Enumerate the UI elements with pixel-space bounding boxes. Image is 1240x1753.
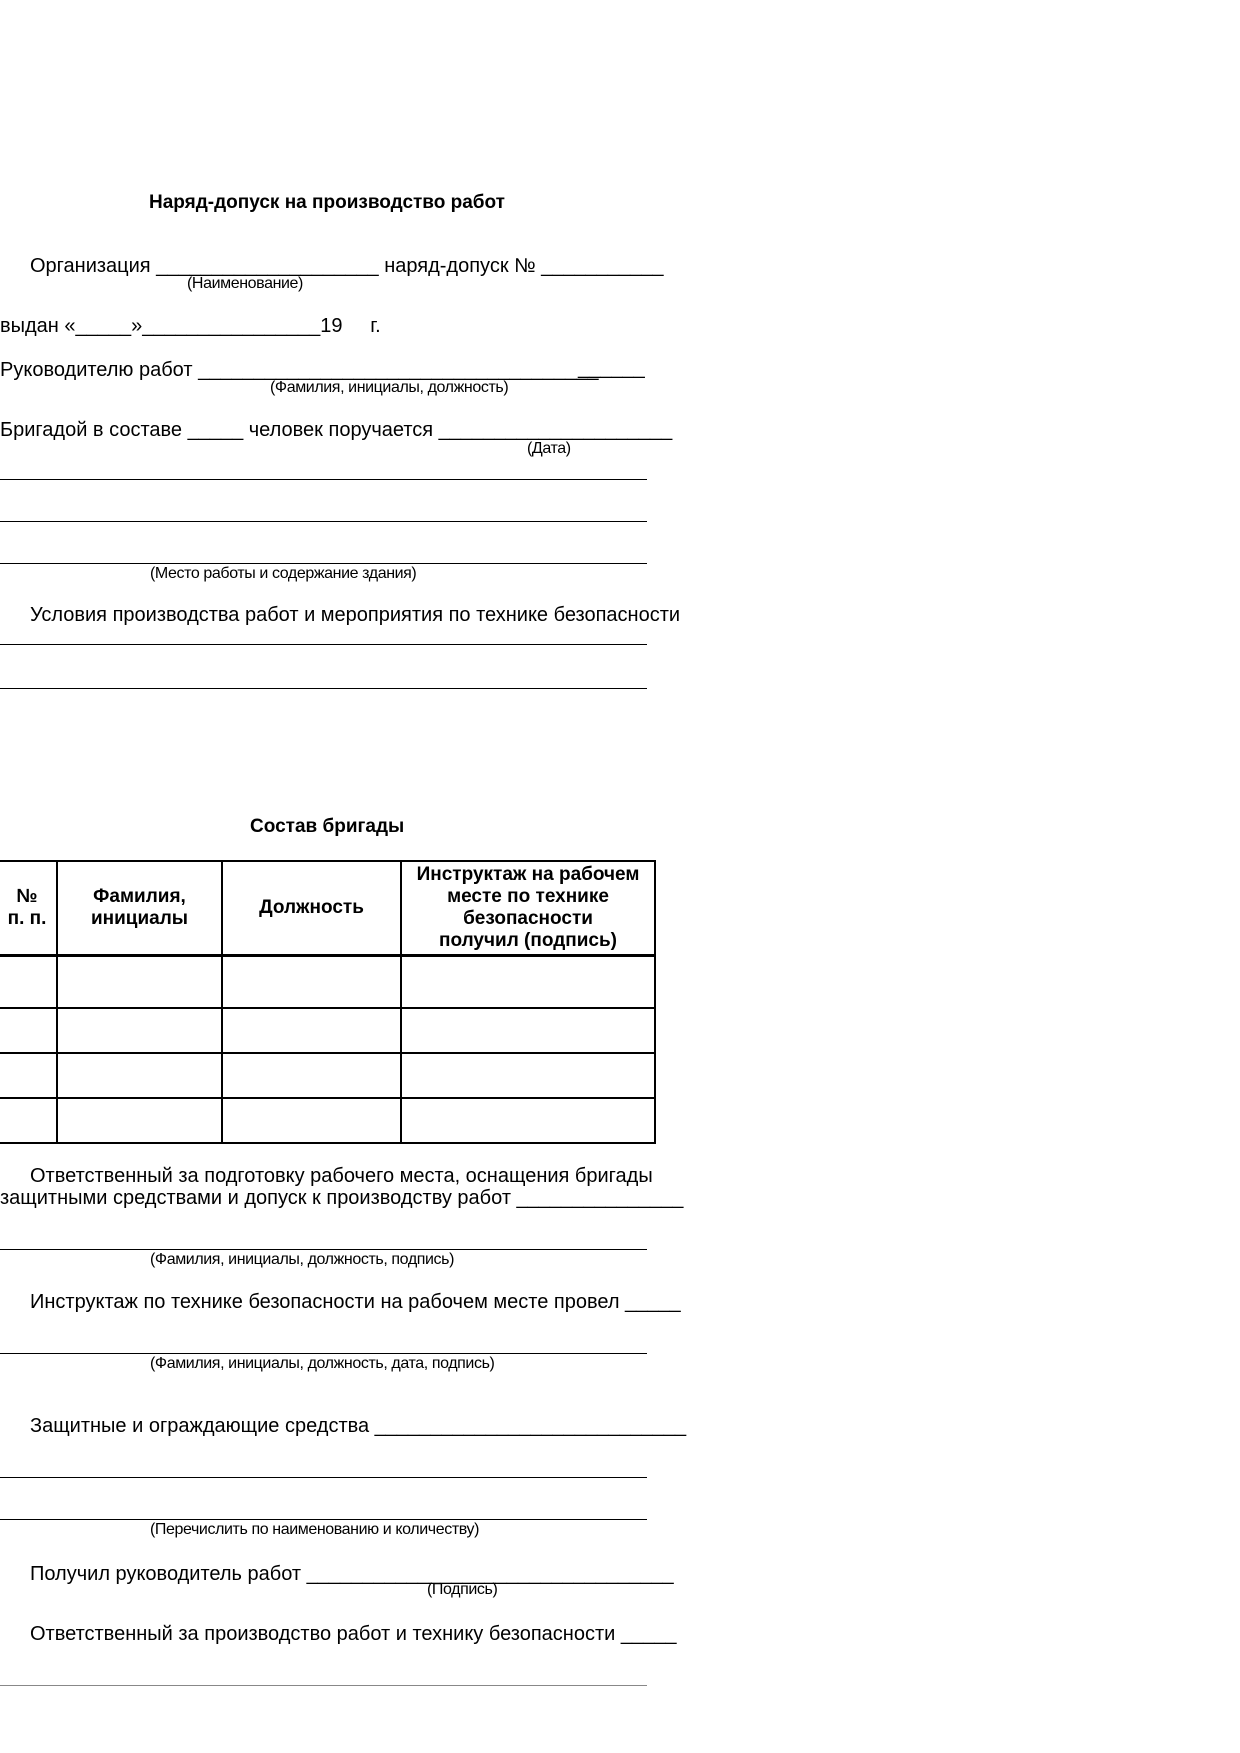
signature-caption: (Подпись) [427,1581,498,1598]
instruction-line: Инструктаж по технике безопасности на рабочем месте провел _____ [30,1291,681,1313]
manager-line-tail: ______ [578,357,645,379]
header-instruction-signature: Инструктаж на рабочем месте по технике безопасности получил (подпись) [401,861,655,956]
table-cell [222,956,401,1008]
workplace-blank-line-2 [0,521,647,522]
table-cell [0,1053,57,1098]
conditions-line: Условия производства работ и мероприятия по технике безопасности [30,604,681,626]
responsible-preparation-line-1: Ответственный за подготовку рабочего места, оснащения бригады [30,1165,653,1187]
table-cell [57,956,222,1008]
crew-assignment-line: Бригадой в составе _____ человек поручается _____________________ [0,419,673,441]
date-caption: (Дата) [527,440,571,457]
instruction-caption: (Фамилия, инициалы, должность, дата, подпись) [150,1355,495,1372]
table-cell [222,1098,401,1143]
table-row [0,1008,655,1053]
workplace-blank-line-1 [0,479,647,480]
table-cell [57,1053,222,1098]
table-cell [222,1008,401,1053]
table-row [0,1098,655,1143]
issued-date-line: выдан «_____»________________19 г. [0,315,381,337]
table-cell [0,1008,57,1053]
table-cell [0,956,57,1008]
manager-line: Руководителю работ ____________________________________ [0,359,599,381]
crew-table [0,860,656,1144]
table-cell [57,1098,222,1143]
protective-caption: (Перечислить по наименованию и количеству) [150,1521,480,1538]
responsible-preparation-line-2: защитными средствами и допуск к производству работ _______________ [0,1187,684,1209]
conditions-blank-line-1 [0,644,647,645]
responsible-safety-blank-line [0,1685,647,1686]
table-cell [401,1008,655,1053]
header-name: Фамилия, инициалы [57,861,222,956]
table-cell [222,1053,401,1098]
protective-means-line: Защитные и ограждающие средства ____________________________ [30,1415,687,1437]
manager-caption: (Фамилия, инициалы, должность) [270,379,509,396]
header-number: № п. п. [0,861,57,956]
crew-table-header-row [0,861,655,956]
crew-title: Состав бригады [250,816,405,837]
table-cell [401,956,655,1008]
received-by-manager-line: Получил руководитель работ _________________________________ [30,1563,674,1585]
workplace-caption: (Место работы и содержание здания) [150,565,417,582]
organization-caption: (Наименование) [187,275,303,292]
table-cell [401,1098,655,1143]
table-row [0,1053,655,1098]
conditions-blank-line-2 [0,688,647,689]
responsible-safety-line: Ответственный за производство работ и технику безопасности _____ [30,1623,677,1645]
table-cell [401,1053,655,1098]
header-position: Должность [222,861,401,956]
organization-line: Организация ____________________ наряд-допуск № ___________ [30,255,664,277]
table-cell [57,1008,222,1053]
table-row [0,956,655,1008]
responsible-preparation-caption: (Фамилия, инициалы, должность, подпись) [150,1251,455,1268]
protective-blank-line-1 [0,1477,647,1478]
document-title: Наряд-допуск на производство работ [149,192,505,213]
table-cell [0,1098,57,1143]
responsible-preparation-paragraph [0,1164,655,1188]
